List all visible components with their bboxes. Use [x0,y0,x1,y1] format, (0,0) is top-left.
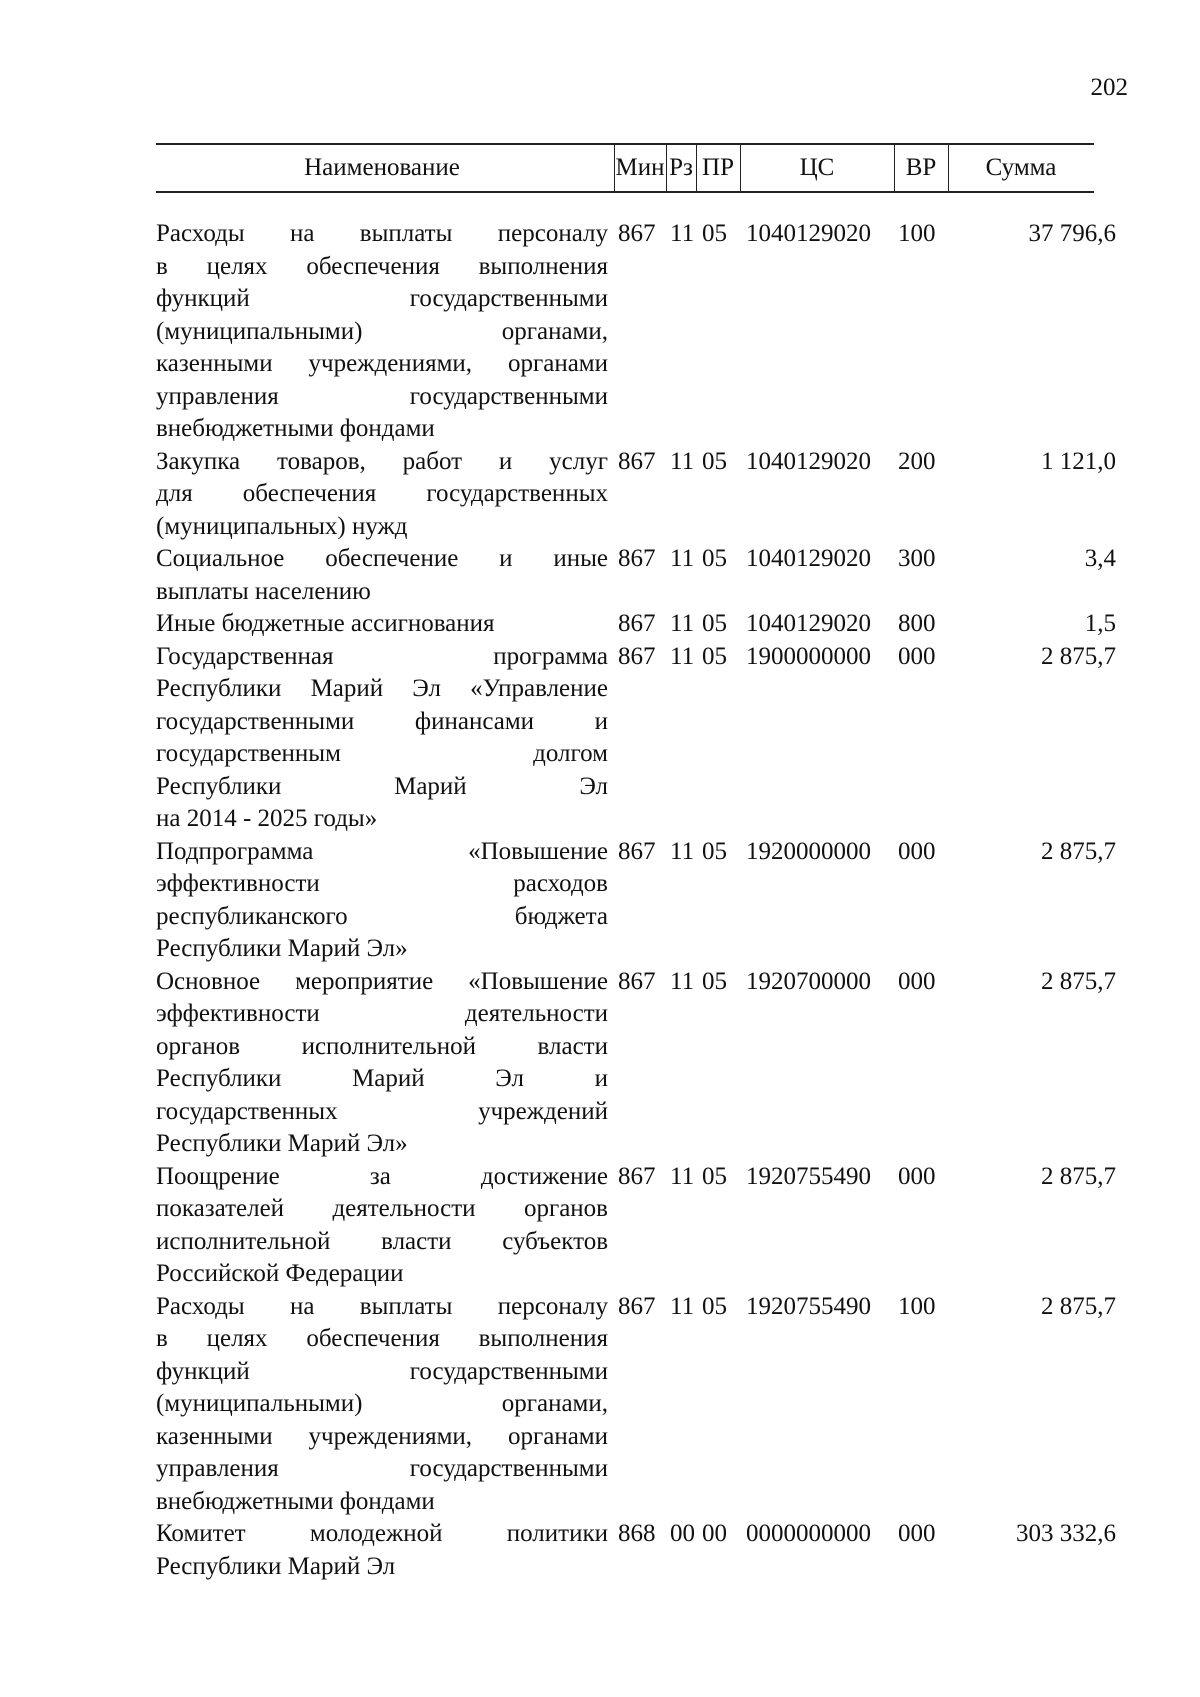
row-name-line: внебюджетными фондами [156,1487,435,1515]
row-name-line: в целях обеспечения выполнения [156,1325,608,1352]
row-sum: 2 875,7 [1041,1292,1116,1320]
row-name-line: Основное мероприятие «Повышение [156,967,608,995]
row-pr: 05 [702,1162,727,1190]
row-vr: 100 [898,1292,936,1320]
row-min: 867 [618,1162,656,1190]
row-vr: 800 [898,610,936,637]
header-vr: ВР [905,154,937,181]
row-min: 868 [618,1520,656,1547]
row-rz: 11 [670,610,695,637]
row-name-line: управления государственными [156,382,608,410]
row-name-line: Республики Марий Эл «Управление [156,675,608,702]
row-cs: 1040129020 [746,220,871,247]
row-min: 867 [618,610,656,637]
row-name [156,1161,608,1291]
row-sum: 3,4 [1084,545,1116,572]
table-row [156,1518,1116,1583]
row-name-line: Расходы на выплаты персоналу [156,1292,608,1320]
row-name-line: казенными учреждениями, органами [156,350,608,377]
row-rz: 00 [670,1520,695,1547]
row-name-line: эффективности расходов [156,870,608,897]
row-name-line: государственным долгом [156,740,608,767]
row-name-line: органов исполнительной власти [156,1032,608,1060]
table-row [156,543,1116,608]
row-min: 867 [618,1292,656,1320]
row-name-line: государственных учреждений [156,1097,608,1125]
row-name-line: (муниципальными) органами, [156,317,608,345]
row-sum: 1,5 [1084,610,1116,637]
row-min: 867 [618,447,656,475]
row-cs: 1920700000 [746,967,871,995]
row-name [156,1518,608,1583]
row-sum: 1 121,0 [1041,447,1116,475]
row-min: 867 [618,837,656,865]
row-name-line: Республики Марий Эл» [156,1130,408,1157]
row-name [156,966,608,1161]
table-row [156,218,1116,446]
row-vr: 300 [898,545,936,572]
row-rz: 11 [670,1162,695,1190]
row-name-line: функций государственными [156,1357,608,1385]
row-name-line: Российской Федерации [156,1260,404,1287]
row-name-line: Республики Марий Эл и [156,1065,608,1092]
row-name [156,543,608,608]
row-pr: 05 [702,610,727,637]
row-name-line: Иные бюджетные ассигнования [156,610,495,637]
table-body [156,218,1116,1583]
row-name-line: казенными учреждениями, органами [156,1422,608,1450]
header-min: Мин [615,154,665,181]
header-pr: ПР [702,154,734,181]
row-name-line: Расходы на выплаты персоналу [156,220,608,247]
row-name [156,1291,608,1519]
row-name [156,641,608,836]
table-row [156,608,1116,641]
row-name-line: (муниципальных) нужд [156,512,408,540]
row-cs: 1920755490 [746,1292,871,1320]
row-rz: 11 [670,1292,695,1320]
row-sum: 2 875,7 [1041,967,1116,995]
row-pr: 05 [702,967,727,995]
row-name-line: Республики Марий Эл [156,1552,396,1580]
row-pr: 05 [702,642,727,670]
row-min: 867 [618,220,656,247]
row-vr: 000 [898,1162,936,1190]
row-name-line: (муниципальными) органами, [156,1390,608,1417]
row-pr: 05 [702,220,727,247]
row-min: 867 [618,545,656,572]
row-name-line: государственными финансами и [156,707,608,735]
row-name-line: Социальное обеспечение и иные [156,545,608,572]
row-name-line: Комитет молодежной политики [156,1520,608,1547]
row-vr: 200 [898,447,936,475]
row-vr: 000 [898,1520,936,1547]
row-name-line: Подпрограмма «Повышение [156,837,608,865]
row-vr: 000 [898,967,936,995]
row-cs: 1920000000 [746,837,871,865]
row-sum: 2 875,7 [1041,837,1116,865]
row-name-line: Поощрение за достижение [156,1162,608,1190]
table-row [156,966,1116,1161]
row-name-line: Закупка товаров, работ и услуг [156,447,608,475]
row-name-line: республиканского бюджета [156,902,608,930]
row-vr: 100 [898,220,936,247]
header-rz: Рз [669,154,693,181]
row-name-line: для обеспечения государственных [156,480,608,507]
table-row [156,446,1116,544]
row-name [156,608,608,641]
table-row [156,1161,1116,1291]
table-row [156,836,1116,966]
row-rz: 11 [670,447,695,475]
row-pr: 05 [702,545,727,572]
row-min: 867 [618,642,656,670]
header-name: Наименование [304,154,460,181]
table-row [156,641,1116,836]
row-name-line: управления государственными [156,1455,608,1482]
row-cs: 0000000000 [746,1520,871,1547]
row-cs: 1040129020 [746,610,871,637]
row-name-line: Государственная программа [156,642,608,670]
row-pr: 05 [702,1292,727,1320]
row-vr: 000 [898,837,936,865]
row-cs: 1920755490 [746,1162,871,1190]
row-pr: 05 [702,837,727,865]
row-rz: 11 [670,967,695,995]
row-rz: 11 [670,220,695,247]
header-sum: Сумма [985,154,1057,181]
page-number: 202 [1090,74,1128,101]
row-cs: 1040129020 [746,545,871,572]
row-sum: 2 875,7 [1041,642,1116,670]
row-cs: 1900000000 [746,642,871,670]
row-pr: 05 [702,447,727,475]
row-cs: 1040129020 [746,447,871,475]
row-name-line: Республики Марий Эл [156,772,608,800]
row-rz: 11 [670,545,695,572]
row-rz: 11 [670,642,695,670]
row-name-line: выплаты населению [156,577,371,605]
row-name [156,446,608,544]
table-header [156,143,1094,193]
row-name-line: эффективности деятельности [156,1000,608,1027]
row-name-line: внебюджетными фондами [156,415,435,442]
row-sum: 37 796,6 [1028,220,1116,247]
row-name [156,218,608,446]
row-name-line: функций государственными [156,285,608,312]
row-name-line: исполнительной власти субъектов [156,1227,608,1255]
row-name-line: показателей деятельности органов [156,1195,608,1222]
row-sum: 2 875,7 [1041,1162,1116,1190]
row-min: 867 [618,967,656,995]
row-name [156,836,608,966]
row-pr: 00 [702,1520,727,1547]
row-vr: 000 [898,642,936,670]
row-rz: 11 [670,837,695,865]
row-name-line: Республики Марий Эл» [156,935,408,962]
table-row [156,1291,1116,1519]
row-name-line: в целях обеспечения выполнения [156,252,608,280]
row-name-line: на 2014 - 2025 годы» [156,805,378,832]
row-sum: 303 332,6 [1016,1520,1116,1547]
header-cs: ЦС [799,154,835,181]
